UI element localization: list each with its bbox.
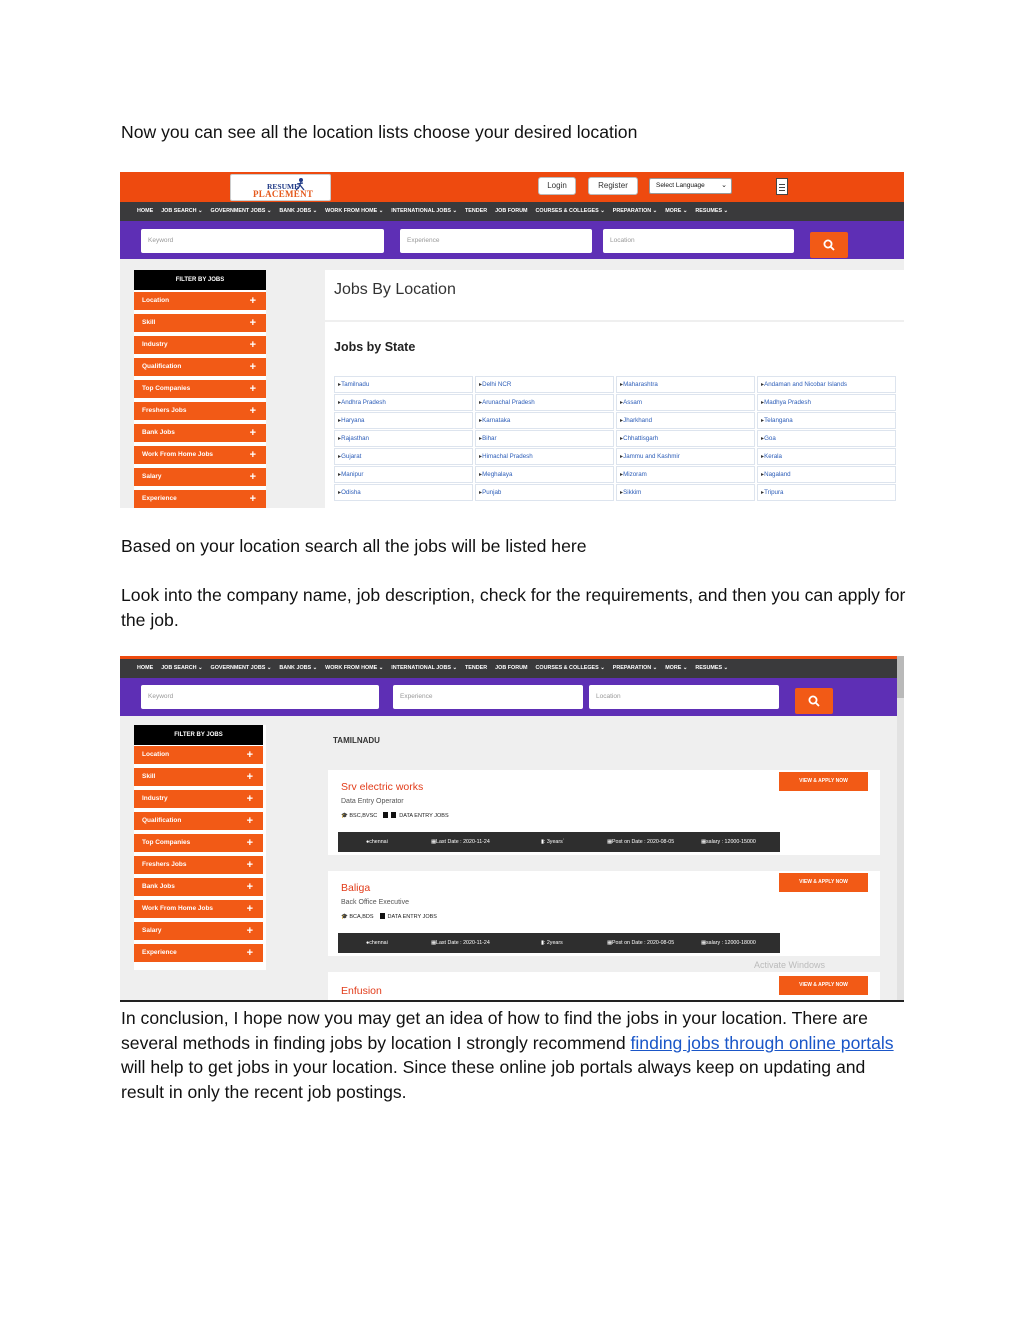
plus-icon: + bbox=[246, 837, 253, 849]
filter-label: Top Companies bbox=[142, 385, 191, 392]
job-info-bar bbox=[338, 933, 780, 953]
search-icon bbox=[808, 695, 820, 707]
plus-icon: + bbox=[249, 449, 256, 461]
state-link[interactable]: ▸ Goa bbox=[757, 430, 896, 447]
plus-icon: + bbox=[246, 947, 253, 959]
filter-item[interactable] bbox=[134, 878, 263, 896]
location-input[interactable]: Location bbox=[589, 685, 779, 709]
filter-label: Work From Home Jobs bbox=[142, 451, 214, 458]
plus-icon: + bbox=[249, 339, 256, 351]
intro-text: Now you can see all the location lists choose your desired location bbox=[121, 122, 638, 142]
menu-icon[interactable] bbox=[776, 178, 788, 195]
nav-item[interactable]: JOB SEARCH ⌄ bbox=[161, 208, 203, 214]
nav-item[interactable]: JOB FORUM bbox=[495, 208, 528, 214]
search-icon bbox=[823, 239, 835, 251]
nav-item[interactable]: PREPARATION ⌄ bbox=[612, 208, 658, 214]
job-tags: 🎓 BCA,BDS DATA ENTRY JOBS bbox=[341, 914, 437, 920]
job-card bbox=[328, 871, 880, 956]
scrollbar[interactable] bbox=[897, 656, 904, 1002]
search-button[interactable] bbox=[810, 232, 848, 258]
nav-item[interactable]: INTERNATIONAL JOBS ⌄ bbox=[391, 665, 457, 671]
language-select-value: Select Language bbox=[656, 182, 705, 189]
filter-item[interactable] bbox=[134, 424, 266, 442]
activate-windows-watermark: Activate Windows bbox=[754, 960, 826, 970]
portals-link[interactable]: finding jobs through online portals bbox=[630, 1032, 894, 1053]
plus-icon: + bbox=[249, 295, 256, 307]
nav-item[interactable]: WORK FROM HOME ⌄ bbox=[325, 665, 384, 671]
state-link[interactable]: ▸ Maharashtra bbox=[616, 376, 755, 393]
job-info-bar bbox=[338, 832, 780, 852]
filter-label: Location bbox=[142, 751, 170, 758]
logo-text-bottom: PLACEMENT bbox=[253, 189, 314, 199]
nav-item[interactable]: BANK JOBS ⌄ bbox=[279, 208, 318, 214]
scrollbar-thumb[interactable] bbox=[897, 656, 904, 698]
filter-item[interactable] bbox=[134, 944, 263, 962]
filter-label: Skill bbox=[142, 319, 156, 326]
nav-item[interactable]: RESUMES ⌄ bbox=[695, 665, 729, 671]
nav-item[interactable]: RESUMES ⌄ bbox=[695, 208, 729, 214]
view-apply-button[interactable]: VIEW & APPLY NOW bbox=[779, 873, 868, 892]
state-link[interactable]: ▸ Andaman and Nicobar Islands bbox=[757, 376, 896, 393]
nav-item[interactable]: INTERNATIONAL JOBS ⌄ bbox=[391, 208, 457, 214]
filter-list bbox=[134, 292, 266, 508]
filter-item[interactable] bbox=[134, 746, 263, 764]
bookmark-icon bbox=[391, 812, 396, 818]
state-link[interactable]: ▸ Kerala bbox=[757, 448, 896, 465]
filter-label: Qualification bbox=[142, 817, 182, 824]
nav-item[interactable]: COURSES & COLLEGES ⌄ bbox=[535, 208, 605, 214]
nav-item[interactable]: BANK JOBS ⌄ bbox=[279, 665, 318, 671]
experience: ▮ : 3years` bbox=[541, 839, 565, 845]
plus-icon: + bbox=[249, 361, 256, 373]
keyword-input[interactable]: Keyword bbox=[141, 685, 379, 709]
state-link[interactable]: ▸ Punjab bbox=[475, 484, 614, 501]
filter-item[interactable] bbox=[134, 468, 266, 486]
plus-icon: + bbox=[246, 903, 253, 915]
experience-input[interactable]: Experience bbox=[400, 229, 592, 253]
job-card bbox=[328, 770, 880, 855]
state-link[interactable]: ▸ Mizoram bbox=[616, 466, 755, 483]
conclusion-text: In conclusion, I hope now you may get an idea of how to find the jobs in your location. There are several methods in finding jobs by location I strongly recommend finding jobs through online portals will help to get jobs in your location. Since these online job portals always keep on updating and result in only the recent job postings. bbox=[121, 1008, 894, 1102]
filter-label: Top Companies bbox=[142, 839, 191, 846]
job-location: ● chennai bbox=[366, 940, 388, 946]
search-bar bbox=[120, 221, 904, 259]
filter-item[interactable] bbox=[134, 402, 266, 420]
last-date: ▦ Last Date : 2020-11-24 bbox=[431, 940, 490, 946]
bookmark-icon bbox=[383, 812, 388, 818]
nav-item[interactable]: TENDER bbox=[464, 665, 488, 671]
register-button[interactable]: Register bbox=[588, 177, 638, 195]
filter-item[interactable] bbox=[134, 812, 263, 830]
filter-item[interactable] bbox=[134, 314, 266, 332]
filter-label: Experience bbox=[142, 495, 177, 502]
state-link[interactable]: ▸ Arunachal Pradesh bbox=[475, 394, 614, 411]
experience-input[interactable]: Experience bbox=[393, 685, 583, 709]
salary: ▦ salary : 12000-15000 bbox=[701, 839, 756, 845]
filter-item[interactable] bbox=[134, 336, 266, 354]
plus-icon: + bbox=[246, 749, 253, 761]
nav-item[interactable]: TENDER bbox=[464, 208, 488, 214]
search-button[interactable] bbox=[795, 688, 833, 714]
company-name[interactable]: Enfusion bbox=[341, 985, 382, 997]
plus-icon: + bbox=[249, 405, 256, 417]
post-date: ▦ Post on Date : 2020-08-05 bbox=[607, 839, 675, 845]
filter-item[interactable] bbox=[134, 446, 266, 464]
location-input[interactable]: Location bbox=[603, 229, 794, 253]
filter-label: Salary bbox=[142, 927, 162, 934]
plus-icon: + bbox=[246, 881, 253, 893]
filter-header: FILTER BY JOBS bbox=[134, 725, 263, 745]
plus-icon: + bbox=[246, 859, 253, 871]
state-link[interactable]: ▸ Sikkim bbox=[616, 484, 755, 501]
site-logo[interactable] bbox=[230, 174, 331, 201]
view-apply-button[interactable]: VIEW & APPLY NOW bbox=[779, 772, 868, 791]
qualification: BCA,BDS bbox=[349, 914, 374, 920]
keyword-input[interactable]: Keyword bbox=[141, 229, 384, 253]
view-apply-button[interactable]: VIEW & APPLY NOW bbox=[779, 976, 868, 995]
last-date: ▦ Last Date : 2020-11-24 bbox=[431, 839, 490, 845]
job-location: ● chennai bbox=[366, 839, 388, 845]
state-link[interactable]: ▸ Bihar bbox=[475, 430, 614, 447]
nav-item[interactable]: HOME bbox=[137, 665, 154, 671]
section-title: Jobs by State bbox=[334, 340, 416, 354]
filter-item[interactable] bbox=[134, 380, 266, 398]
filter-item[interactable] bbox=[134, 900, 263, 918]
state-link[interactable]: ▸ Jharkhand bbox=[616, 412, 755, 429]
filter-item[interactable] bbox=[134, 768, 263, 786]
nav-list bbox=[120, 659, 904, 678]
nav-item[interactable]: GOVERNMENT JOBS ⌄ bbox=[210, 208, 272, 214]
filter-label: Industry bbox=[142, 341, 168, 348]
filter-label: Skill bbox=[142, 773, 156, 780]
site-header bbox=[120, 172, 904, 202]
logo-text-top: RESUME bbox=[267, 182, 300, 191]
job-role: Data Entry Operator bbox=[341, 798, 404, 805]
state-link[interactable]: ▸ Rajasthan bbox=[334, 430, 473, 447]
state-grid bbox=[334, 376, 898, 502]
state-link[interactable]: ▸ Haryana bbox=[334, 412, 473, 429]
plus-icon: + bbox=[246, 771, 253, 783]
qualification: BSC,BVSC bbox=[349, 813, 378, 819]
state-link[interactable]: ▸ Madhya Pradesh bbox=[757, 394, 896, 411]
filter-header: FILTER BY JOBS bbox=[134, 270, 266, 290]
bookmark-icon bbox=[380, 913, 385, 919]
chevron-down-icon: ⌄ bbox=[721, 182, 727, 189]
filter-label: Qualification bbox=[142, 363, 182, 370]
filter-label: Bank Jobs bbox=[142, 429, 175, 436]
filter-item[interactable] bbox=[134, 358, 266, 376]
state-link[interactable]: ▸ Odisha bbox=[334, 484, 473, 501]
nav-item[interactable]: COURSES & COLLEGES ⌄ bbox=[535, 665, 605, 671]
nav-item[interactable]: JOB FORUM bbox=[495, 665, 528, 671]
filter-label: Bank Jobs bbox=[142, 883, 175, 890]
filter-label: Freshers Jobs bbox=[142, 407, 187, 414]
filter-item[interactable] bbox=[134, 490, 266, 508]
job-card bbox=[328, 972, 880, 1002]
state-link[interactable]: ▸ Meghalaya bbox=[475, 466, 614, 483]
job-tags: 🎓 BSC,BVSC DATA ENTRY JOBS bbox=[341, 813, 449, 819]
nav-list bbox=[120, 202, 904, 221]
filter-item[interactable] bbox=[134, 790, 263, 808]
state-link[interactable]: ▸ Telangana bbox=[757, 412, 896, 429]
category: DATA ENTRY JOBS bbox=[387, 914, 437, 920]
company-name[interactable]: Baliga bbox=[341, 882, 371, 894]
nav-item[interactable]: GOVERNMENT JOBS ⌄ bbox=[210, 665, 272, 671]
job-listing-screenshot bbox=[120, 656, 904, 1002]
page-title: Jobs By Location bbox=[334, 281, 456, 298]
filter-list bbox=[134, 746, 263, 966]
filter-item[interactable] bbox=[134, 292, 266, 310]
state-link[interactable]: ▸ Manipur bbox=[334, 466, 473, 483]
state-link[interactable]: ▸ Karnataka bbox=[475, 412, 614, 429]
breadcrumb: TAMILNADU bbox=[333, 736, 380, 745]
results-text: Based on your location search all the jobs will be listed here bbox=[121, 536, 587, 556]
filter-label: Location bbox=[142, 297, 170, 304]
plus-icon: + bbox=[249, 317, 256, 329]
filter-item[interactable] bbox=[134, 834, 263, 852]
plus-icon: + bbox=[246, 815, 253, 827]
plus-icon: + bbox=[249, 493, 256, 505]
state-link[interactable]: ▸ Tripura bbox=[757, 484, 896, 501]
category: DATA ENTRY JOBS bbox=[399, 813, 449, 819]
experience: ▮ : 2years bbox=[541, 940, 563, 946]
search-bar-2 bbox=[120, 678, 904, 716]
plus-icon: + bbox=[246, 793, 253, 805]
filter-label: Freshers Jobs bbox=[142, 861, 187, 868]
filter-label: Industry bbox=[142, 795, 168, 802]
nav-item[interactable]: JOB SEARCH ⌄ bbox=[161, 665, 203, 671]
job-role: Back Office Executive bbox=[341, 899, 409, 906]
language-select[interactable] bbox=[649, 178, 732, 194]
nav-item[interactable]: MORE ⌄ bbox=[665, 208, 688, 214]
filter-item[interactable] bbox=[134, 922, 263, 940]
filter-item[interactable] bbox=[134, 856, 263, 874]
login-button[interactable]: Login bbox=[538, 177, 576, 195]
plus-icon: + bbox=[249, 471, 256, 483]
plus-icon: + bbox=[249, 427, 256, 439]
filter-label: Work From Home Jobs bbox=[142, 905, 214, 912]
state-link[interactable]: ▸ Delhi NCR bbox=[475, 376, 614, 393]
state-link[interactable]: ▸ Nagaland bbox=[757, 466, 896, 483]
state-link[interactable]: ▸ Tamilnadu bbox=[334, 376, 473, 393]
main-nav bbox=[120, 202, 904, 221]
nav-item[interactable]: WORK FROM HOME ⌄ bbox=[325, 208, 384, 214]
nav-item[interactable]: PREPARATION ⌄ bbox=[612, 665, 658, 671]
filter-label: Salary bbox=[142, 473, 162, 480]
post-date: ▦ Post on Date : 2020-08-05 bbox=[607, 940, 675, 946]
state-link[interactable]: ▸ Gujarat bbox=[334, 448, 473, 465]
state-link[interactable]: ▸ Himachal Pradesh bbox=[475, 448, 614, 465]
state-link[interactable]: ▸ Andhra Pradesh bbox=[334, 394, 473, 411]
location-list-screenshot bbox=[120, 172, 904, 508]
state-link[interactable]: ▸ Jammu and Kashmir bbox=[616, 448, 755, 465]
nav-item[interactable]: MORE ⌄ bbox=[665, 665, 688, 671]
plus-icon: + bbox=[249, 383, 256, 395]
filter-label: Experience bbox=[142, 949, 177, 956]
nav-item[interactable]: HOME bbox=[137, 208, 154, 214]
salary: ▦ salary : 12000-18000 bbox=[701, 940, 756, 946]
plus-icon: + bbox=[246, 925, 253, 937]
company-name[interactable]: Srv electric works bbox=[341, 781, 424, 793]
main-nav-2 bbox=[120, 659, 904, 678]
state-link[interactable]: ▸ Chhattisgarh bbox=[616, 430, 755, 447]
state-link[interactable]: ▸ Assam bbox=[616, 394, 755, 411]
instructions-text: Look into the company name, job description, check for the requirements, and then you can apply for the job. bbox=[121, 585, 906, 630]
taskbar-strip bbox=[120, 1000, 904, 1002]
